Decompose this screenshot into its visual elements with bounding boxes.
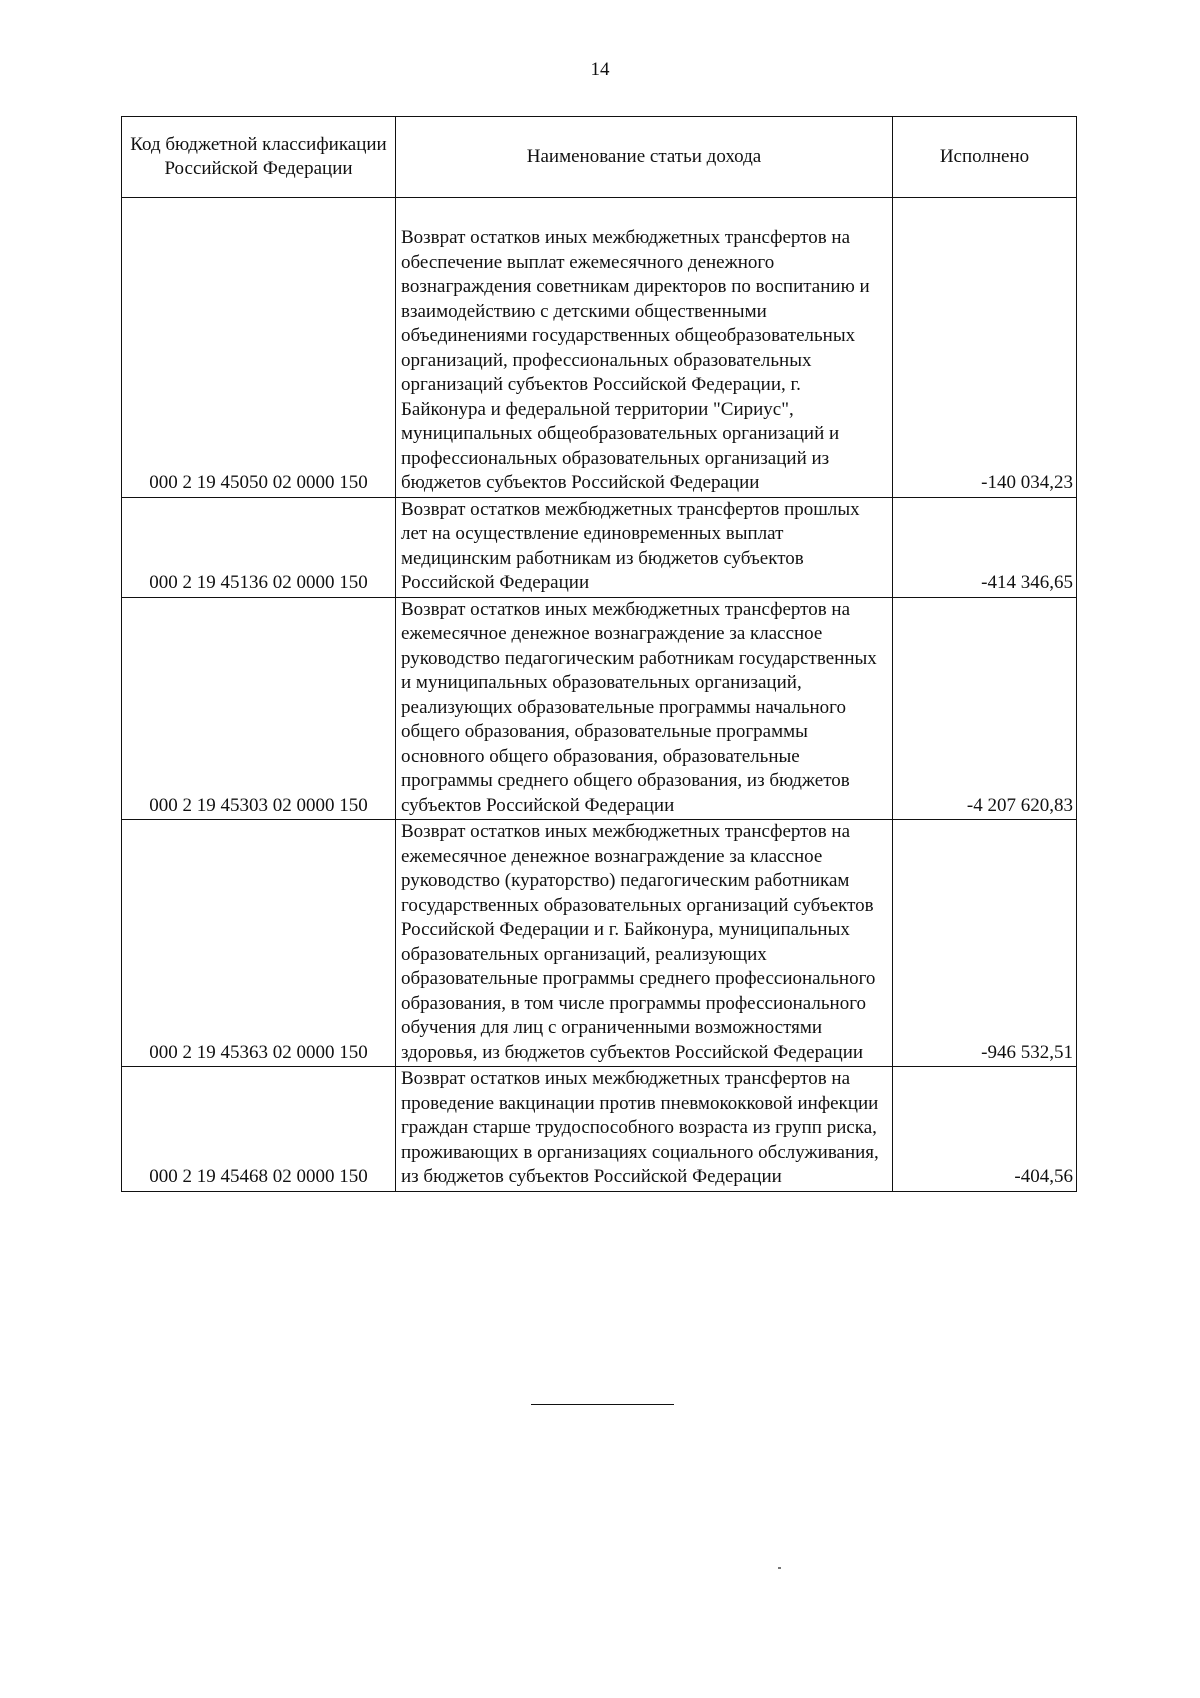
row-amount: -4 207 620,83	[893, 597, 1077, 820]
table-row	[122, 597, 1077, 820]
row-name: Возврат остатков иных межбюджетных трансфертов на проведение вакцинации против пневмококковой инфекции граждан старше трудоспособного возраста из групп риска, проживающих в организациях социального обслуживания, из бюджетов субъектов Российской Федерации	[396, 1067, 893, 1192]
scan-speck	[778, 1567, 781, 1569]
row-amount: -946 532,51	[893, 820, 1077, 1067]
row-name: Возврат остатков иных межбюджетных трансфертов на ежемесячное денежное вознаграждение за классное руководство (кураторство) педагогическим работникам государственных образовательных организаций субъектов Российской Федерации и г. Байконура, муниципальных образовательных организаций, реализующих образовательные программы среднего профессионального образования, в том числе программы профессионального обучения для лиц с ограниченными возможностями здоровья, из бюджетов субъектов Российской Федерации	[396, 820, 893, 1067]
header-code: Код бюджетной классификации Российской Федерации	[122, 117, 396, 198]
row-amount: -404,56	[893, 1067, 1077, 1192]
table-row	[122, 198, 1077, 498]
row-code: 000 2 19 45468 02 0000 150	[122, 1067, 396, 1192]
table-row	[122, 497, 1077, 597]
table-row	[122, 1067, 1077, 1192]
row-code: 000 2 19 45136 02 0000 150	[122, 497, 396, 597]
page-number: 14	[590, 59, 610, 80]
header-amount: Исполнено	[893, 117, 1077, 198]
row-amount: -414 346,65	[893, 497, 1077, 597]
row-name: Возврат остатков межбюджетных трансфертов прошлых лет на осуществление единовременных выплат медицинским работникам из бюджетов субъектов Российской Федерации	[396, 497, 893, 597]
end-of-document-rule	[531, 1404, 674, 1405]
row-code: 000 2 19 45363 02 0000 150	[122, 820, 396, 1067]
table-row	[122, 820, 1077, 1067]
row-amount: -140 034,23	[893, 198, 1077, 498]
row-code: 000 2 19 45303 02 0000 150	[122, 597, 396, 820]
row-name: Возврат остатков иных межбюджетных трансфертов на обеспечение выплат ежемесячного денежного вознаграждения советникам директоров по воспитанию и взаимодействию с детскими общественными объединениями государственных общеобразовательных организаций, профессиональных образовательных организаций субъектов Российской Федерации, г. Байконура и федеральной территории "Сириус", муниципальных общеобразовательных организаций и профессиональных образовательных организаций из бюджетов субъектов Российской Федерации	[396, 198, 893, 498]
header-name: Наименование статьи дохода	[396, 117, 893, 198]
budget-revenue-table	[121, 116, 1077, 1192]
row-name: Возврат остатков иных межбюджетных трансфертов на ежемесячное денежное вознаграждение за классное руководство педагогическим работникам государственных и муниципальных образовательных организаций, реализующих образовательные программы начального общего образования, образовательные программы основного общего образования, образовательные программы среднего общего образования, из бюджетов субъектов Российской Федерации	[396, 597, 893, 820]
row-code: 000 2 19 45050 02 0000 150	[122, 198, 396, 498]
table-header-row	[122, 117, 1077, 198]
